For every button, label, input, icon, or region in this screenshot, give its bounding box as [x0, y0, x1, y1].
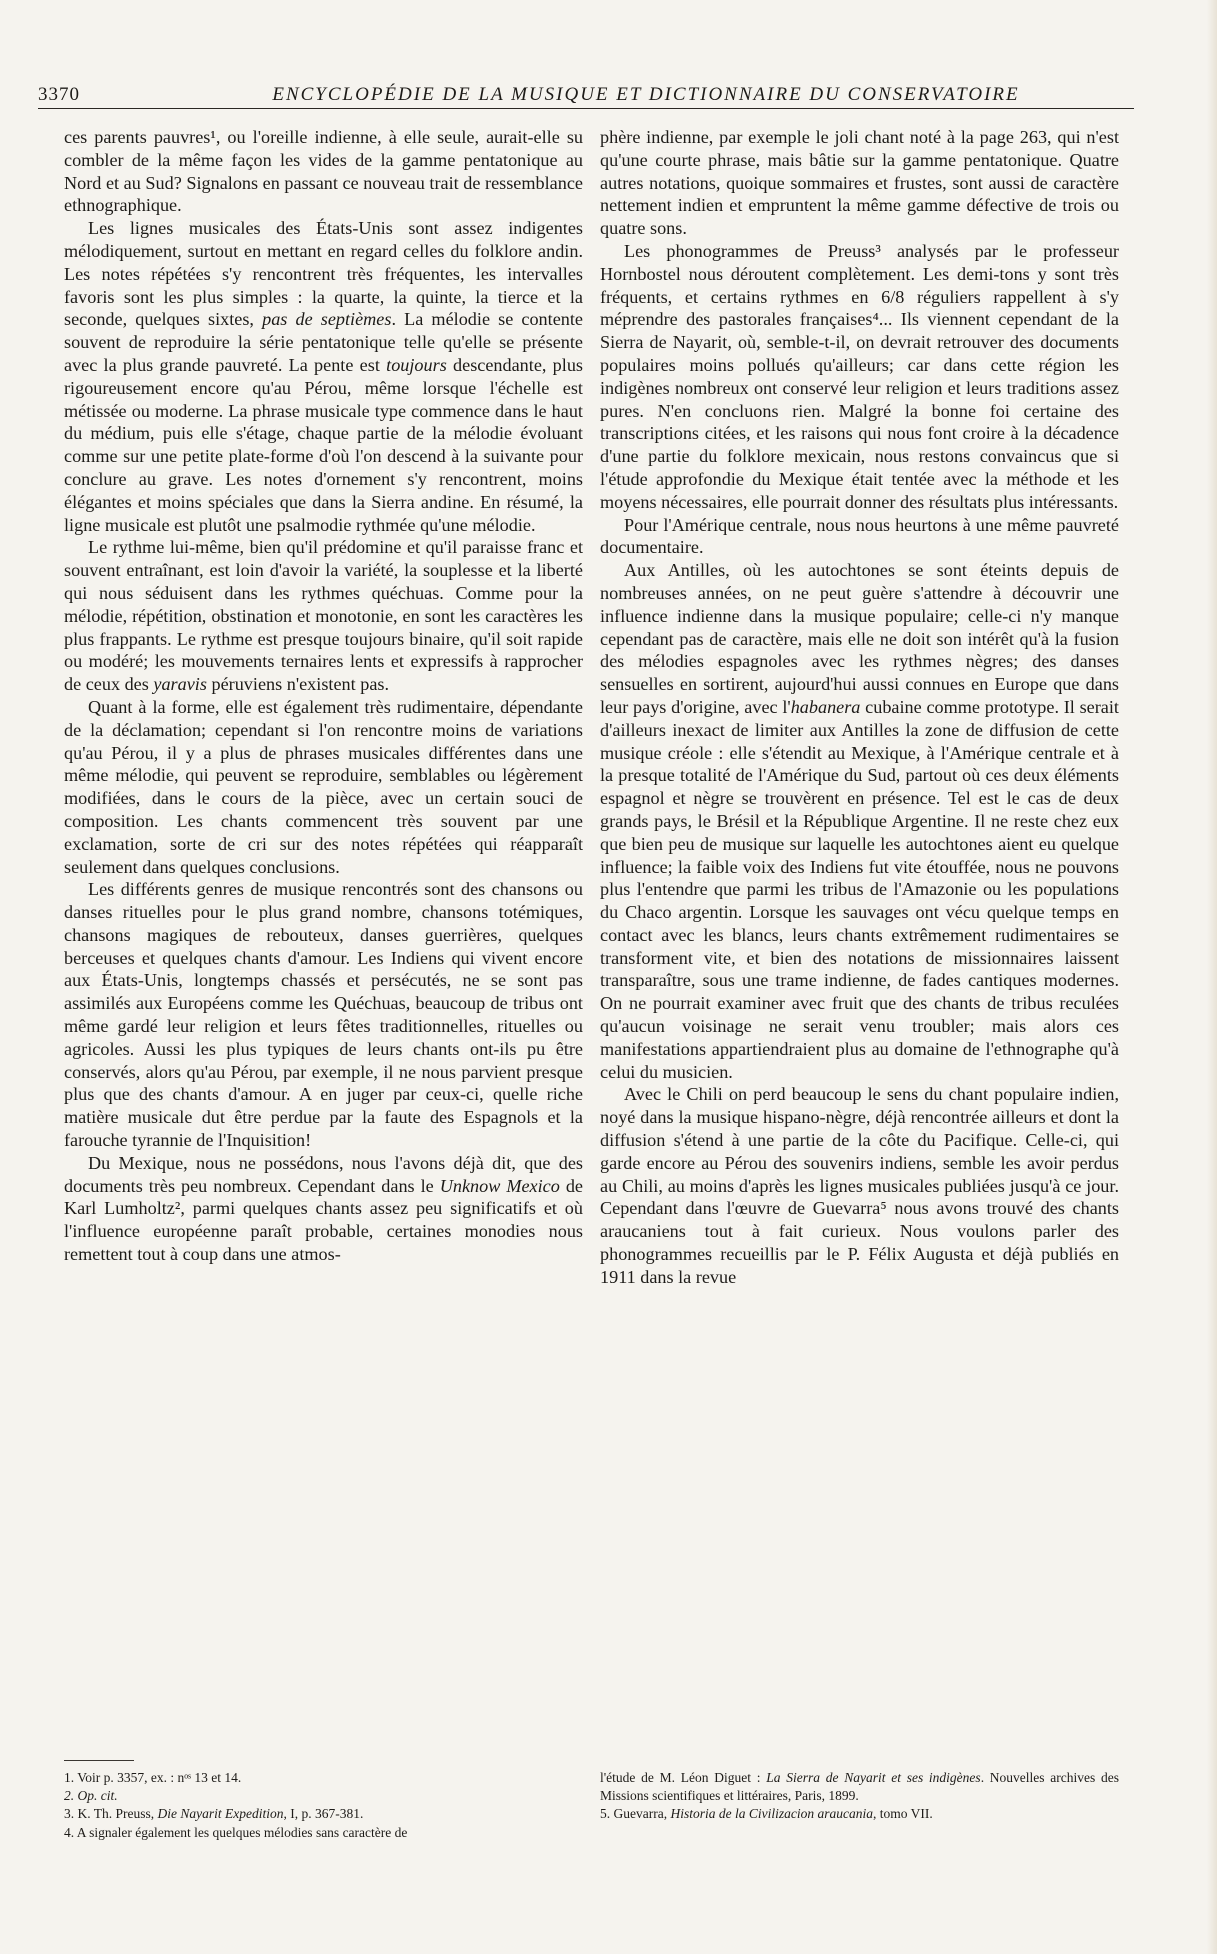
- right-column: [600, 126, 1119, 1289]
- footnote: 3. K. Th. Preuss, Die Nayarit Expedition, I, p. 367-381.: [64, 1806, 364, 1822]
- paragraph: Du Mexique, nous ne possédons, nous l'avons déjà dit, que des documents très peu nombreux. Cependant dans le Unknow Mexico de Karl Lumholtz², parmi quelques chants assez peu significatifs et où l'influence européenne paraît probable, certaines monodies nous remettent tout à coup dans une atmos-: [64, 1152, 583, 1265]
- paragraph: Les lignes musicales des États-Unis sont assez indigentes mélodiquement, surtout en mettant en regard celles du folklore andin. Les notes répétées s'y rencontrent très fréquentes, les intervalles favoris sont les plus simples : la quarte, la quinte, la tierce et la seconde, quelques sixtes, pas de septièmes. La mélodie se contente souvent de reproduire la série pentatonique telle qu'elle se présente avec la plus grande pauvreté. La pente est toujours descendante, plus rigoureusement encore qu'au Pérou, même lorsque l'échelle est métissée ou moderne. La phrase musicale type commence dans le haut du médium, puis elle s'étage, chaque partie de la mélodie évoluant comme sur une petite plate-forme d'où l'on descend à la suivante pour conclure au grave. Les notes d'ornement s'y rencontrent, moins élégantes et moins spéciales que dans la Sierra andine. En résumé, la ligne musicale est plutôt une psalmodie rythmée qu'une mélodie.: [64, 218, 584, 535]
- footnotes-right: [600, 1769, 1119, 1824]
- page-edge-shadow: [1207, 0, 1217, 1954]
- footnotes-left: [64, 1769, 583, 1842]
- paragraph: Avec le Chili on perd beaucoup le sens du chant populaire indien, noyé dans la musique hispano-nègre, déjà rencontrée ailleurs et dont la diffusion s'étend à une partie de la côte du Pacifique. Celle-ci, qui garde encore au Pérou des souvenirs indiens, semble les avoir perdus au Chili, au moins d'après les lignes musicales publiées jusqu'à ce jour. Cependant dans l'œuvre de Guevarra⁵ nous avons trouvé des chants araucaniens tout à fait curieux. Nous voulons parler des phonogrammes recueillis par le P. Félix Augusta et déjà publiés en 1911 dans la revue: [600, 1084, 1119, 1287]
- footnote-divider: [64, 1760, 134, 1761]
- running-title: ENCYCLOPÉDIE DE LA MUSIQUE ET DICTIONNAIRE DU CONSERVATOIRE: [272, 84, 1020, 105]
- footnote: 5. Guevarra, Historia de la Civilizacion araucania, tomo VII.: [600, 1806, 933, 1822]
- paragraph: Les différents genres de musique rencontrés sont des chansons ou danses rituelles pour le plus grand nombre, chansons totémiques, chansons magiques de rebouteux, danses guerrières, quelques berceuses et quelques chants d'amour. Les Indiens qui vivent encore aux États-Unis, longtemps chassés et persécutés, ne se sont pas assimilés aux Européens comme les Quéchuas, beaucoup de tribus ont même gardé leur religion et leurs fêtes traditionnelles, rituelles ou agricoles. Aussi les plus typiques de leurs chants ont-ils pu être conservés, alors qu'au Pérou, par exemple, il ne nous parvient presque plus que des chants d'amour. A en juger par ceux-ci, quelle riche matière musicale dut être perdue par la faute des Espagnols et la farouche tyrannie de l'Inquisition!: [64, 879, 583, 1151]
- footnote: 1. Voir p. 3357, ex. : nᵒˢ 13 et 14.: [64, 1770, 242, 1785]
- footnote: l'étude de M. Léon Diguet : La Sierra de Nayarit et ses indigènes. Nouvelles archives des Missions scientifiques et littéraires, Paris, 1899.: [600, 1770, 1120, 1804]
- footnote: 4. A signaler également les quelques mélodies sans caractère de: [64, 1824, 408, 1840]
- paragraph: ces parents pauvres¹, ou l'oreille indienne, à elle seule, aurait-elle su combler de la même façon les vides de la gamme pentatonique au Nord et au Sud? Signalons en passant ce nouveau trait de ressemblance ethnographique.: [64, 127, 583, 216]
- paragraph: Pour l'Amérique centrale, nous nous heurtons à une même pauvreté documentaire.: [600, 514, 1119, 558]
- paragraph: Aux Antilles, où les autochtones se sont éteints depuis de nombreuses années, on ne peut guère s'attendre à découvrir une influence indienne dans la musique populaire; celle-ci n'y manque cependant pas de caractère, mais elle ne doit son intérêt qu'à la fusion des mélodies espagnoles avec les rythmes nègres; des danses sensuelles en sortirent, aujourd'hui aussi connues en Europe que dans leur pays d'origine, avec l'habanera cubaine comme prototype. Il serait d'ailleurs inexact de limiter aux Antilles la zone de diffusion de cette musique créole : elle s'étendit au Mexique, à l'Amérique centrale et à la presque totalité de l'Amérique du Sud, partout où ces deux éléments espagnol et nègre se trouvèrent en présence. Tel est le cas de deux grands pays, le Brésil et la République Argentine. Il ne reste chez eux que bien peu de musique sur laquelle les autochtones aient eu quelque influence; la faible voix des Indiens fut vite étouffée, nous ne pouvons plus l'entendre que parmi les tribus de l'Amazonie ou les populations du Chaco argentin. Lorsque les sauvages ont vécu quelque temps en contact avec les blancs, leurs chants extrêmement rudimentaires se transforment vite, et bien des notations de missionnaires laissent transparaître, sous une trame indienne, de fades cantiques modernes. On ne pourrait examiner avec fruit que des chants de tribus reculées qu'aucun voisinage ne serait venu troubler; mais alors ces manifestations appartiendraient plus au domaine de l'ethnographe qu'à celui du musicien.: [600, 560, 1119, 1082]
- page-header: [38, 84, 1134, 109]
- page-number: 3370: [38, 84, 80, 105]
- paragraph: Quant à la forme, elle est également très rudimentaire, dépendante de la déclamation; cependant si l'on rencontre moins de variations qu'au Pérou, il y a plus de phrases musicales différentes dans une même mélodie, qui peuvent se reproduire, semblables ou légèrement modifiées, dans le cours de la pièce, avec un certain souci de composition. Les chants commencent très souvent par une exclamation, sorte de cri sur des notes répétées qui réapparaît seulement dans quelques conclusions.: [64, 696, 583, 877]
- paragraph: Les phonogrammes de Preuss³ analysés par le professeur Hornbostel nous déroutent complètement. Les demi-tons y sont très fréquents, et certains rythmes en 6/8 réguliers rappellent à s'y méprendre des pastorales françaises⁴... Ils viennent cependant de la Sierra de Nayarit, où, semble-t-il, on devrait retrouver des documents populaires moins pollués qu'ailleurs; car dans cette région les indigènes nombreux ont conservé leur religion et leurs traditions assez pures. N'en concluons rien. Malgré la bonne foi certaine des transcriptions citées, et les raisons qui nous font croire à la décadence d'une partie du folklore mexicain, nous restons convaincus que si l'étude approfondie du Mexique était tentée avec la méthode et les moyens nécessaires, elle pourrait donner des résultats plus intéressants.: [600, 240, 1119, 512]
- paragraph: phère indienne, par exemple le joli chant noté à la page 263, qui n'est qu'une courte phrase, mais bâtie sur la gamme pentatonique. Quatre autres notations, quoique sommaires et frustes, sont aussi de caractère nettement indien et empruntent la même gamme défective de trois ou quatre sons.: [600, 127, 1119, 239]
- left-column: [64, 126, 583, 1266]
- paragraph: Le rythme lui-même, bien qu'il prédomine et qu'il paraisse franc et souvent entraînant, est loin d'avoir la variété, la souplesse et la liberté qui nous séduisent dans les rythmes quéchuas. Comme pour la mélodie, répétition, obstination et monotonie, en sont les caractères les plus frappants. Le rythme est presque toujours binaire, qu'il soit rapide ou modéré; les mouvements ternaires lents et expressifs à rapprocher de ceux des yaravis péruviens n'existent pas.: [64, 537, 583, 695]
- footnote: 2. Op. cit.: [64, 1788, 118, 1804]
